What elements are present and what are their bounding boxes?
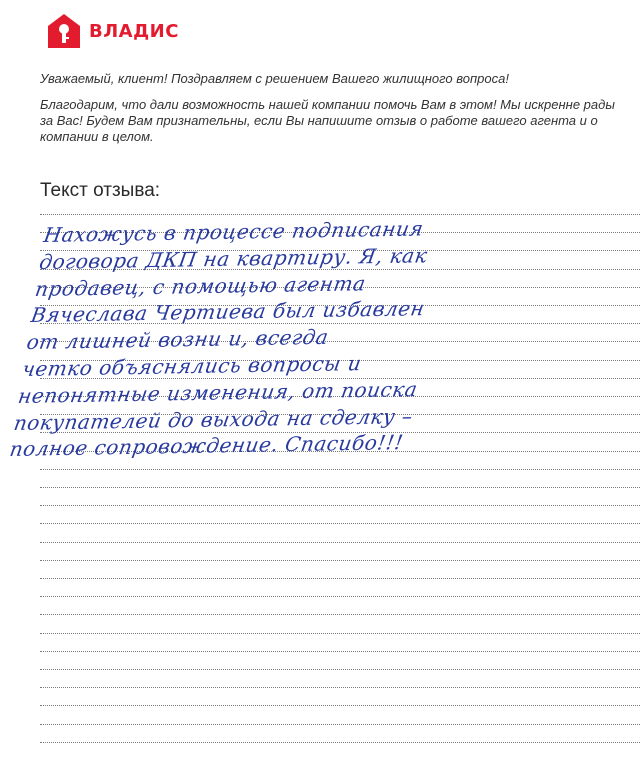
ruled-line bbox=[40, 742, 640, 743]
greeting-text: Уважаемый, клиент! Поздравляем с решением Вашего жилищного вопроса! bbox=[40, 71, 509, 86]
ruled-line bbox=[40, 614, 640, 615]
handwritten-line: покупателей до выхода на сделку – bbox=[12, 403, 415, 435]
ruled-line bbox=[40, 651, 640, 652]
brand-logo bbox=[47, 13, 179, 49]
ruled-line bbox=[40, 542, 640, 543]
ruled-line bbox=[40, 687, 640, 688]
intro-body-text: Благодарим, что дали возможность нашей компании помочь Вам в этом! Мы искренне рады за Вас! Будем Вам признательны, если Вы напишите отзыв о работе вашего агента и о компании в целом. bbox=[40, 97, 615, 144]
ruled-line bbox=[40, 633, 640, 634]
intro-text bbox=[40, 71, 620, 145]
ruled-line bbox=[40, 560, 640, 561]
review-heading: Текст отзыва: bbox=[40, 180, 161, 201]
ruled-line bbox=[40, 669, 640, 670]
brand-name: ВЛАДИС bbox=[89, 20, 179, 42]
house-key-icon bbox=[47, 13, 81, 49]
handwritten-line: четко объяснялись вопросы и bbox=[20, 351, 364, 381]
handwritten-line: полное сопровождение. Спасибо!!! bbox=[7, 430, 406, 462]
ruled-line bbox=[40, 523, 640, 524]
handwritten-line: Нахожусь в процессе подписания bbox=[42, 216, 426, 247]
handwritten-line: Вячеслава Чертиева был избавлен bbox=[29, 296, 427, 328]
ruled-line bbox=[40, 578, 640, 579]
ruled-line bbox=[40, 487, 640, 488]
handwritten-line: от лишней возни и, всегда bbox=[25, 324, 331, 355]
ruled-line bbox=[40, 505, 640, 506]
ruled-line bbox=[40, 596, 640, 597]
ruled-line bbox=[40, 705, 640, 706]
ruled-line bbox=[40, 469, 640, 470]
handwritten-line: договора ДКП на квартиру. Я, как bbox=[37, 243, 430, 274]
handwritten-review bbox=[8, 212, 608, 463]
handwritten-line: продавец, с помощью агента bbox=[33, 270, 368, 301]
ruled-line bbox=[40, 724, 640, 725]
handwritten-line: непонятные изменения, от поиска bbox=[16, 376, 420, 408]
